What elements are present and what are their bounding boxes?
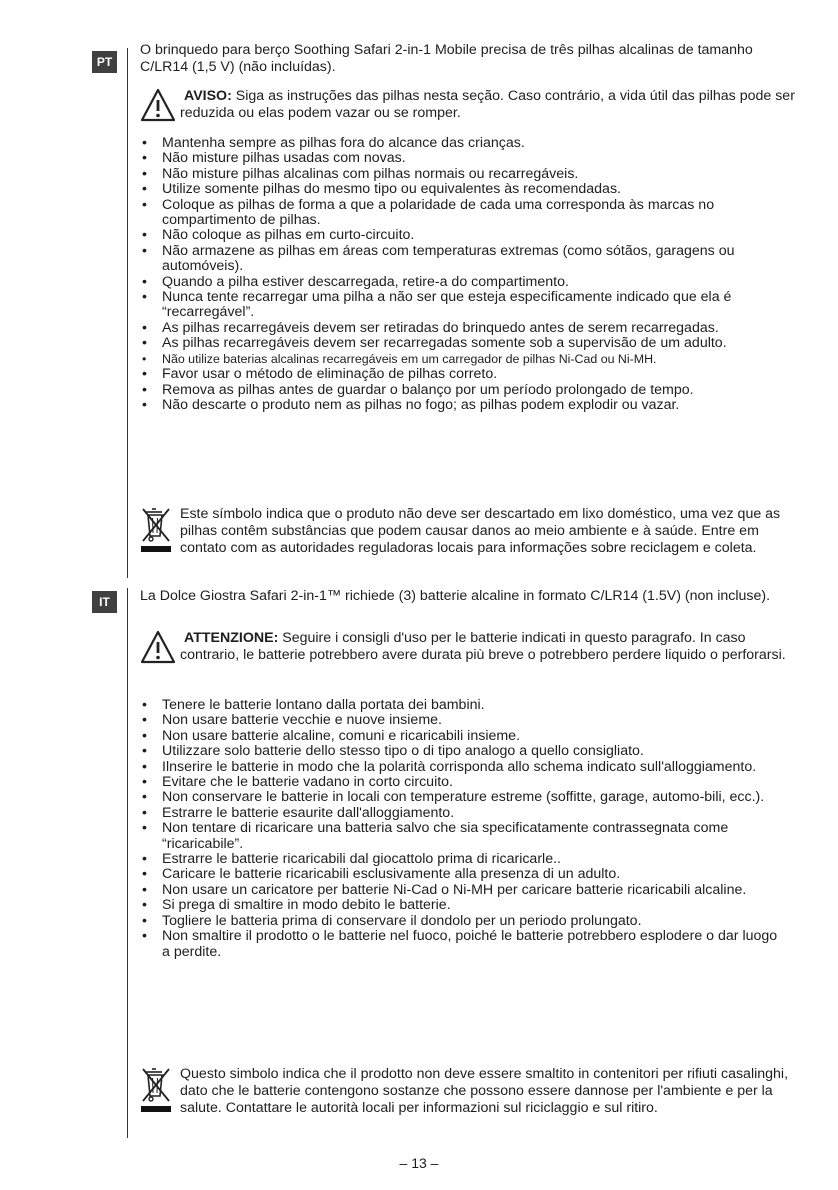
warning-block-it [140,630,800,664]
warning-text-it: Seguire i consigli d'uso per le batterie indicati in questo paragrafo. In caso contrario, le batterie potrebbero avere durata più breve o potrebbero perdere liquido o perforarsi. [180,630,786,663]
list-item: • Si prega di smaltire in modo debito le batterie. [140,898,780,913]
warning-triangle-icon [140,88,176,122]
list-item: • Non usare un caricatore per batterie Ni-Cad o Ni-MH per caricare batterie ricaricabili alcaline. [140,883,780,898]
list-item: • Estrarre le batterie ricaricabili dal giocattolo prima di ricaricarle.. [140,852,780,867]
crossed-out-bin-icon [140,506,172,554]
list-item: • Evitare che le batterie vadano in corto circuito. [140,775,780,790]
warning-label-it: ATTENZIONE: [184,630,279,646]
language-badge-pt: PT [92,51,117,73]
crossed-out-bin-icon [140,1066,172,1114]
page-number: – 13 – [399,1155,439,1171]
intro-text-it: La Dolce Giostra Safari 2-in-1™ richiede (3) batterie alcaline in formato C/LR14 (1.5V) (non incluse). [140,588,771,604]
list-item: • Estrarre le batterie esaurite dall'alloggiamento. [140,806,780,821]
list-item: • Não misture pilhas usadas com novas. [140,151,780,166]
list-item: • Non tentare di ricaricare una batteria salvo che sia specificatamente contrassegnata come “ricaricabile”. [140,821,780,852]
disposal-text-it: Questo simbolo indica che il prodotto non deve essere smaltito in contenitori per rifiuti casalinghi, dato che le batterie contengono sostanze che possono essere dannose per l'ambiente e per la salute. Contattare le autorità locali per informazioni sul riciclaggio e sul ritiro. [180,1066,789,1116]
list-item: • Non conservare le batterie in locali con temperature estreme (soffitte, garage, automo-bili, ecc.). [140,790,780,805]
list-item: • Remova as pilhas antes de guardar o balanço por um período prolongado de tempo. [140,383,780,398]
list-item: • Favor usar o método de eliminação de pilhas correto. [140,367,780,382]
section-divider-pt [127,48,128,578]
list-item: • Não coloque as pilhas em curto-circuito. [140,228,780,243]
intro-text-pt: O brinquedo para berço Soothing Safari 2-in-1 Mobile precisa de três pilhas alcalinas de tamanho C/LR14 (1,5 V) (não incluídas). [140,42,753,75]
list-item: • Não descarte o produto nem as pilhas no fogo; as pilhas podem explodir ou vazar. [140,398,780,413]
language-badge-it: IT [92,591,117,613]
list-item: • Utilizzare solo batterie dello stesso tipo o di tipo analogo a quello consigliato. [140,744,780,759]
list-item: • Caricare le batterie ricaricabili esclusivamente alla presenza di un adulto. [140,867,780,882]
disposal-text-pt: Este símbolo indica que o produto não deve ser descartado em lixo doméstico, uma vez que as pilhas contêm substâncias que podem causar danos ao meio ambiente e à saúde. Entre em contato com as autoridades reguladoras locais para informações sobre reciclagem e coleta. [180,506,781,556]
list-item: • Non usare batterie alcaline, comuni e ricaricabili insieme. [140,729,780,744]
list-item: • Togliere le batteria prima di conservare il dondolo per un periodo prolungato. [140,914,780,929]
warning-text-pt: Siga as instruções das pilhas nesta seção. Caso contrário, a vida útil das pilhas pode ser reduzida ou elas podem vazar ou se romper. [180,88,795,121]
list-item: • Não armazene as pilhas em áreas com temperaturas extremas (como sótãos, garagens ou automóveis). [140,244,780,275]
list-item: • Mantenha sempre as pilhas fora do alcance das crianças. [140,136,780,151]
list-item: • Quando a pilha estiver descarregada, retire-a do compartimento. [140,275,780,290]
list-item: • Ilnserire le batterie in modo che la polarità corrisponda allo schema indicato sull'alloggiamento. [140,760,780,775]
warning-label-pt: AVISO: [184,88,232,104]
list-item: • Utilize somente pilhas do mesmo tipo ou equivalentes às recomendadas. [140,182,780,197]
list-item: • Tenere le batterie lontano dalla portata dei bambini. [140,698,780,713]
list-item: • Non smaltire il prodotto o le batterie nel fuoco, poiché le batterie potrebbero esplodere o dar luogo a perdite. [140,929,780,960]
precautions-list-it [140,698,780,960]
section-divider-it [127,588,128,1138]
list-item: • Non usare batterie vecchie e nuove insieme. [140,713,780,728]
list-item: • Não misture pilhas alcalinas com pilhas normais ou recarregáveis. [140,167,780,182]
list-item: • Não utilize baterias alcalinas recarregáveis em um carregador de pilhas Ni-Cad ou Ni-MH. [140,352,780,367]
disposal-block-it [140,1066,800,1117]
warning-triangle-icon [140,630,176,664]
list-item: • Coloque as pilhas de forma a que a polaridade de cada uma corresponda às marcas no compartimento de pilhas. [140,198,780,229]
list-item: • As pilhas recarregáveis devem ser retiradas do brinquedo antes de serem recarregadas. [140,321,780,336]
precautions-list-pt [140,136,780,413]
disposal-block-pt [140,506,800,557]
list-item: • Nunca tente recarregar uma pilha a não ser que esteja especificamente indicado que ela é “recarregável”. [140,290,780,321]
warning-block-pt [140,88,800,122]
list-item: • As pilhas recarregáveis devem ser recarregadas somente sob a supervisão de um adulto. [140,336,780,351]
